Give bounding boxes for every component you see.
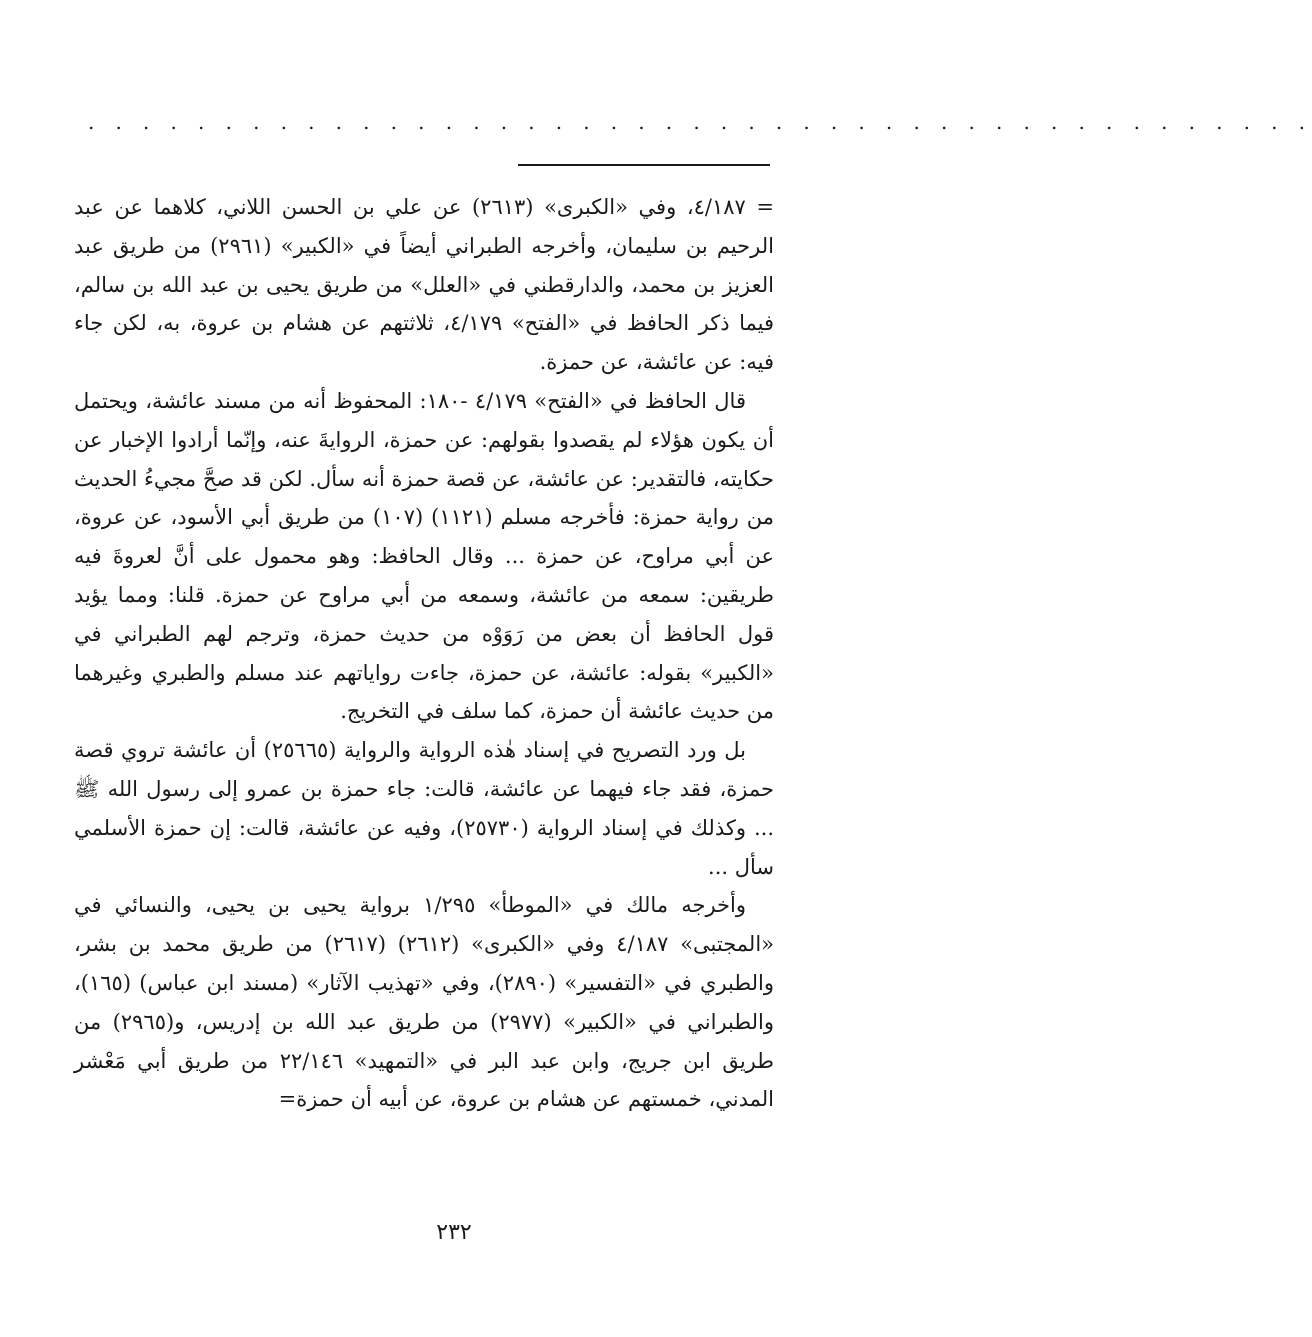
- paragraph: وأخرجه مالك في «الموطأ» ١/٢٩٥ برواية يحيى بن يحيى، والنسائي في «المجتبى» ٤/١٨٧ وفي «الكبرى» (٢٦١٢) (٢٦١٧) من طريق محمد بن بشر، والطبري في «التفسير» (٢٨٩٠)، وفي «تهذيب الآثار» (مسند ابن عباس) (١٦٥)، والطبراني في «الكبير» (٢٩٧٧) من طريق عبد الله بن إدريس، و(٢٩٦٥) من طريق ابن جريج، وابن عبد البر في «التمهيد» ٢٢/١٤٦ من طريق أبي مَعْشر المدني، خمستهم عن هشام بن عروة، عن أبيه أن حمزة=: [74, 893, 774, 1112]
- footnote-text: [74, 188, 774, 1119]
- footnote-rule: [518, 164, 770, 166]
- paragraph: قال الحافظ في «الفتح» ٤/١٧٩ -١٨٠: المحفوظ أنه من مسند عائشة، ويحتمل أن يكون هؤلاء لم يقصدوا بقولهم: عن حمزة، الروايةَ عنه، وإنّما أرادوا الإخبار عن حكايته، فالتقدير: عن عائشة، عن قصة حمزة أنه سأل. لكن قد صحَّ مجيءُ الحديث من رواية حمزة: فأخرجه مسلم (١١٢١) (١٠٧) من طريق أبي الأسود، عن عروة، عن أبي مراوح، عن حمزة ... وقال الحافظ: وهو محمول على أنَّ لعروةَ فيه طريقين: سمعه من عائشة، وسمعه من أبي مراوح عن حمزة. قلنا: ومما يؤيد قول الحافظ أن بعض من رَوَوْه من حديث حمزة، وترجم لهم الطبراني في «الكبير» بقوله: عائشة، عن حمزة، جاءت رواياتهم عند مسلم والطبري وغيرهما من حديث عائشة أن حمزة، كما سلف في التخريج.: [74, 388, 775, 724]
- separator-dots: . . . . . . . . . . . . . . . . . . . . . . . . . . . . . . . . . . . . . . . . . . . . .: [88, 110, 1312, 134]
- paragraph: بل ورد التصريح في إسناد هٰذه الرواية والرواية (٢٥٦٦٥) أن عائشة تروي قصة حمزة، فقد جاء فيهما عن عائشة، قالت: جاء حمزة بن عمرو إلى رسول الله ﷺ ... وكذلك في إسناد الرواية (٢٥٧٣٠)، وفيه عن عائشة، قالت: إن حمزة الأسلمي سأل ...: [74, 738, 774, 879]
- page-number: ٢٣٢: [436, 1220, 472, 1245]
- paragraph: = ٤/١٨٧، وفي «الكبرى» (٢٦١٣) عن علي بن الحسن اللاني، كلاهما عن عبد الرحيم بن سليمان، وأخرجه الطبراني أيضاً في «الكبير» (٢٩٦١) من طريق عبد العزيز بن محمد، والدارقطني في «العلل» من طريق يحيى بن عبد الله بن سالم، فيما ذكر الحافظ في «الفتح» ٤/١٧٩، ثلاثتهم عن هشام بن عروة، به، لكن جاء فيه: عن عائشة، عن حمزة.: [74, 195, 775, 375]
